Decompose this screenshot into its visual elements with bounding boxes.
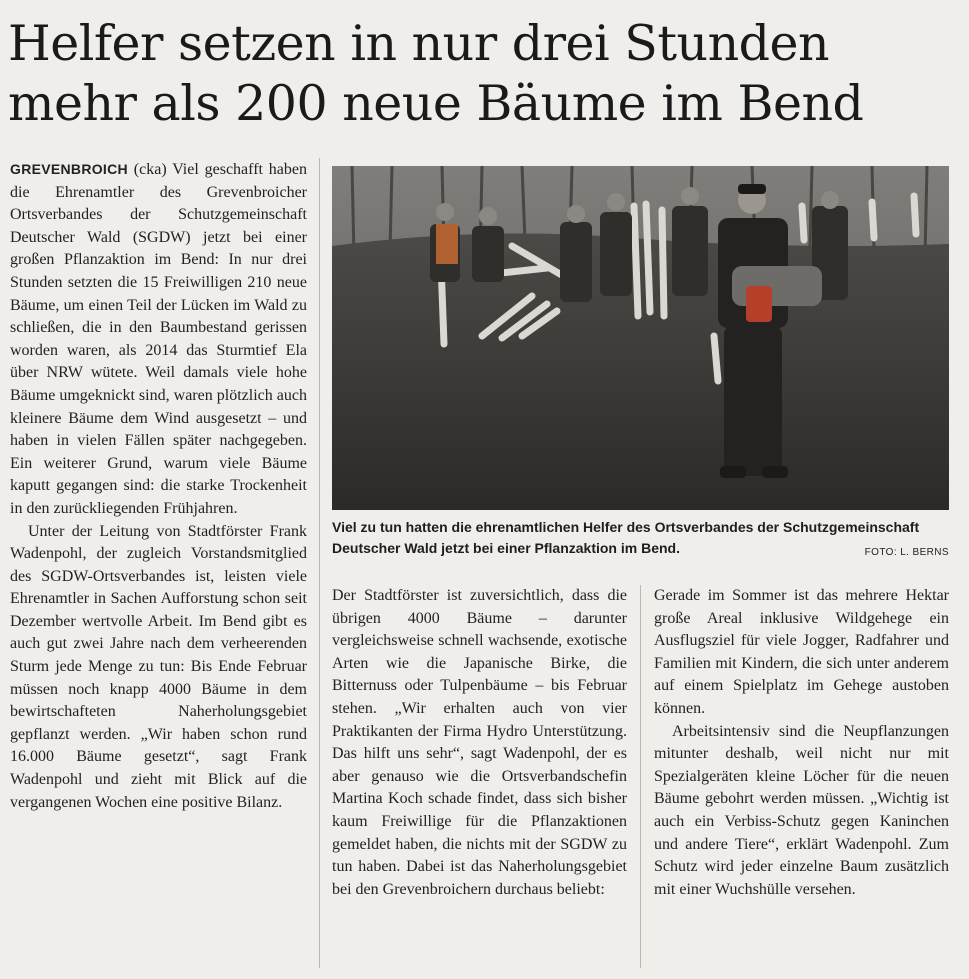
dateline: GREVENBROICH	[10, 161, 128, 177]
lead-text: (cka) Viel geschafft haben die Ehrenamtler des Grevenbroicher Ortsverbandes der Schutzgemeinschaft Deutscher Wald (SGDW) jetzt bei einer großen Pflanzaktion im Bend: In nur drei Stunden setzten die 15 Freiwilligen 210 neue Bäume, um einen Teil der Lücken im Wald zu schließen, die in den Baumbestand gerissen worden waren, als 2014 das Sturmtief Ela über NRW wütete. Weil damals viele hohe Bäume umgeknickt sind, waren plötzlich auch kleinere Bäume dem Wind ausgesetzt – und haben in vielen Fällen später nachgegeben. Ein weiterer Grund, warum viele Bäume kaputt gegangen sind: die starke Trockenheit in den zurückliegenden Frühjahren.	[10, 161, 307, 517]
article-photo	[332, 166, 949, 510]
column-divider	[640, 585, 641, 968]
article-column-2	[332, 585, 627, 901]
article-column-3	[654, 585, 949, 901]
article-paragraph	[10, 158, 307, 521]
article-paragraph: Arbeitsintensiv sind die Neupflanzungen mitunter deshalb, weil nicht nur mit Spezialgeräten kleine Löcher für die neuen Bäume gebohrt werden müssen. „Wichtig ist auch ein Verbiss-Schutz gegen Kaninchen und andere Tiere“, erklärt Wadenpohl. Zum Schutz wird jeder einzelne Baum zusätzlich mit einer Wuchshülle versehen.	[654, 722, 949, 898]
article-paragraph: Der Stadtförster ist zuversichtlich, dass die übrigen 4000 Bäume – darunter vergleichsweise schnell wachsende, exotische Arten wie die Japanische Birke, die Bitternuss oder Tulpenbäume – bis Februar stehen. „Wir erhalten auch von vier Praktikanten der Firma Hydro Unterstützung. Das hilft uns sehr“, sagt Wadenpohl, der es aber genauso wie die Ortsverbandschefin Martina Koch schade findet, dass sich bisher kaum Freiwillige für die Pflanzaktionen gemeldet haben, die nichts mit der SGDW zu tun haben. Dabei ist das Naherholungsgebiet bei den Grevenbroichern durchaus beliebt:	[332, 587, 627, 898]
article-paragraph: Gerade im Sommer ist das mehrere Hektar große Areal inklusive Wildgehege ein Ausflugsziel für viele Jogger, Radfahrer und Familien mit Kindern, die sich unter anderem auf einem Spielplatz im Gehege austoben können.	[654, 587, 949, 717]
article-column-1	[10, 158, 307, 814]
photo-credit: FOTO: L. BERNS	[864, 547, 949, 558]
photo-caption	[332, 517, 949, 563]
column-divider	[319, 158, 320, 968]
article-paragraph: Unter der Leitung von Stadtförster Frank Wadenpohl, der zugleich Vorstandsmitglied des SGDW-Ortsverbandes ist, leisten viele Ehrenamtler in Sachen Aufforstung schon seit Dezember wertvolle Arbeit. Im Bend gibt es auch gut zwei Jahre nach dem verheerenden Sturm jede Menge zu tun: Bis Ende Februar müssen noch knapp 4000 Bäume in dem bewirtschafteten Naherholungsgebiet gepflanzt werden. „Wir haben schon rund 16.000 Bäume gesetzt“, sagt Frank Wadenpohl und zieht mit Blick auf die vergangenen Wochen eine positive Bilanz.	[10, 522, 307, 811]
caption-text: Viel zu tun hatten die ehrenamtlichen Helfer des Ortsverbandes der Schutzgemeinschaft Deutscher Wald jetzt bei einer Pflanzaktion im Bend.	[332, 519, 920, 556]
article-headline: Helfer setzen in nur drei Stunden mehr als 200 neue Bäume im Bend	[8, 15, 864, 132]
